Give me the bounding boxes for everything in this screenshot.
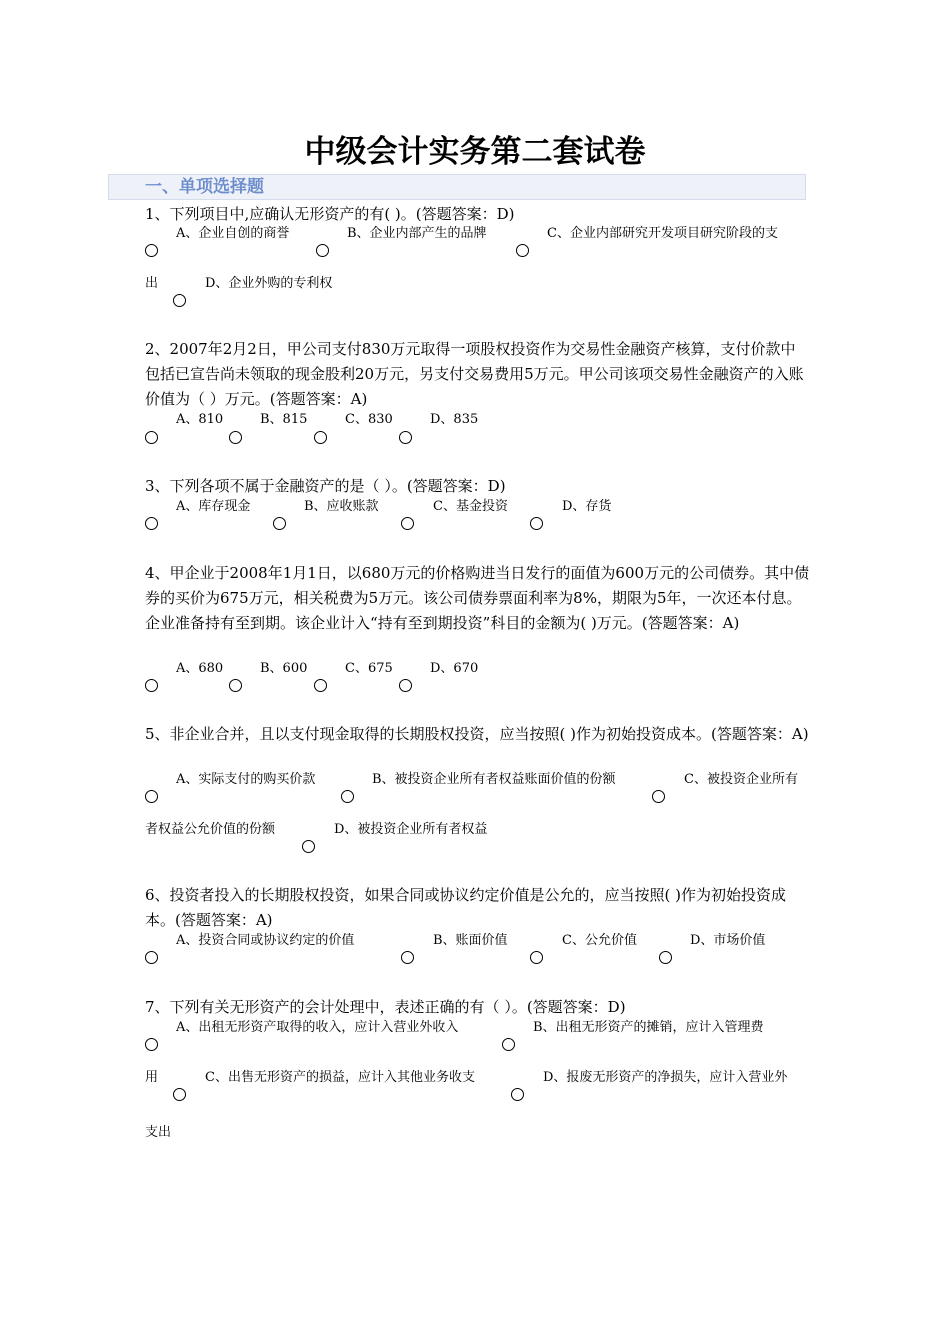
radio-option-5d[interactable] — [302, 840, 315, 853]
option-label: D、企业外购的专利权 — [205, 276, 333, 291]
radio-option-3b[interactable] — [273, 517, 286, 530]
option-continuation: 支出 — [145, 1125, 172, 1140]
radio-option-2c[interactable] — [314, 431, 327, 444]
option-label: D、835 — [430, 412, 479, 427]
option-label: B、被投资企业所有者权益账面价值的份额 — [372, 772, 616, 787]
radio-option-4d[interactable] — [399, 679, 412, 692]
radio-option-4b[interactable] — [229, 679, 242, 692]
section-header — [108, 174, 806, 200]
option-continuation: 出 — [145, 276, 159, 291]
option-label: C、675 — [345, 661, 393, 676]
radio-option-2d[interactable] — [399, 431, 412, 444]
section-header-label: 一、单项选择题 — [145, 177, 264, 197]
radio-option-3c[interactable] — [401, 517, 414, 530]
radio-option-1a[interactable] — [145, 244, 158, 257]
question-3 — [145, 474, 810, 499]
question-stem: 7、下列有关无形资产的会计处理中，表述正确的有（ ）。(答题答案：D) — [145, 998, 626, 1016]
option-label: D、存货 — [562, 499, 612, 514]
option-label: A、810 — [176, 412, 224, 427]
radio-option-7b[interactable] — [502, 1038, 515, 1051]
question-7 — [145, 995, 810, 1020]
question-stem: 2、2007年2月2日，甲公司支付830万元取得一项股权投资作为交易性金融资产核算，支付价款中包括已宣告尚未领取的现金股利20万元，另支付交易费用5万元。甲公司该项交易性金融资产的入账价值为（ ）万元。(答题答案：A) — [145, 340, 804, 408]
question-1 — [145, 202, 810, 227]
option-label: C、被投资企业所有 — [684, 772, 798, 787]
radio-option-5a[interactable] — [145, 790, 158, 803]
radio-option-4a[interactable] — [145, 679, 158, 692]
radio-option-2a[interactable] — [145, 431, 158, 444]
radio-option-6b[interactable] — [401, 951, 414, 964]
option-label: C、公允价值 — [562, 933, 637, 948]
radio-option-1b[interactable] — [316, 244, 329, 257]
radio-option-1c[interactable] — [516, 244, 529, 257]
option-label: B、出租无形资产的摊销，应计入管理费 — [533, 1020, 764, 1035]
option-label: B、账面价值 — [433, 933, 508, 948]
option-label: B、应收账款 — [304, 499, 379, 514]
radio-option-5b[interactable] — [341, 790, 354, 803]
option-label: A、实际支付的购买价款 — [176, 772, 316, 787]
option-label: A、出租无形资产取得的收入，应计入营业外收入 — [176, 1020, 459, 1035]
option-label: D、被投资企业所有者权益 — [334, 822, 488, 837]
question-6 — [145, 883, 810, 933]
question-5 — [145, 722, 810, 747]
option-label: A、投资合同或协议约定的价值 — [176, 933, 355, 948]
radio-option-6a[interactable] — [145, 951, 158, 964]
question-2 — [145, 337, 810, 412]
question-stem: 3、下列各项不属于金融资产的是（ ）。(答题答案：D) — [145, 477, 506, 495]
option-label: C、830 — [345, 412, 393, 427]
radio-option-6d[interactable] — [659, 951, 672, 964]
radio-option-6c[interactable] — [530, 951, 543, 964]
option-label: A、企业自创的商誉 — [176, 226, 290, 241]
option-continuation: 用 — [145, 1070, 159, 1085]
option-label: C、企业内部研究开发项目研究阶段的支 — [547, 226, 778, 241]
question-stem: 1、下列项目中,应确认无形资产的有( )。(答题答案：D) — [145, 205, 515, 223]
option-label: A、680 — [176, 661, 224, 676]
page-title: 中级会计实务第二套试卷 — [304, 134, 646, 170]
option-continuation: 者权益公允价值的份额 — [145, 822, 276, 837]
question-stem: 6、投资者投入的长期股权投资，如果合同或协议约定价值是公允的，应当按照( )作为初始投资成本。(答题答案：A) — [145, 886, 787, 929]
radio-option-3d[interactable] — [530, 517, 543, 530]
option-label: D、市场价值 — [690, 933, 766, 948]
radio-option-1d[interactable] — [173, 294, 186, 307]
option-label: B、600 — [260, 661, 308, 676]
radio-option-5c[interactable] — [652, 790, 665, 803]
option-label: D、670 — [430, 661, 479, 676]
question-4 — [145, 561, 810, 636]
option-label: C、出售无形资产的损益，应计入其他业务收支 — [205, 1070, 475, 1085]
option-label: B、815 — [260, 412, 308, 427]
option-label: D、报废无形资产的净损失，应计入营业外 — [543, 1070, 788, 1085]
radio-option-7d[interactable] — [511, 1088, 524, 1101]
radio-option-7c[interactable] — [173, 1088, 186, 1101]
radio-option-7a[interactable] — [145, 1038, 158, 1051]
radio-option-3a[interactable] — [145, 517, 158, 530]
radio-option-4c[interactable] — [314, 679, 327, 692]
question-stem: 4、甲企业于2008年1月1日，以680万元的价格购进当日发行的面值为600万元的公司债券。其中债券的买价为675万元，相关税费为5万元。该公司债券票面利率为8%，期限为5年，一次还本付息。企业准备持有至到期。该企业计入“持有至到期投资”科目的金额为( )万元。(答题答案：A) — [145, 564, 810, 632]
option-label: A、库存现金 — [176, 499, 251, 514]
question-stem: 5、非企业合并，且以支付现金取得的长期股权投资，应当按照( )作为初始投资成本。(答题答案：A) — [145, 725, 809, 743]
option-label: C、基金投资 — [433, 499, 508, 514]
radio-option-2b[interactable] — [229, 431, 242, 444]
option-label: B、企业内部产生的品牌 — [347, 226, 487, 241]
